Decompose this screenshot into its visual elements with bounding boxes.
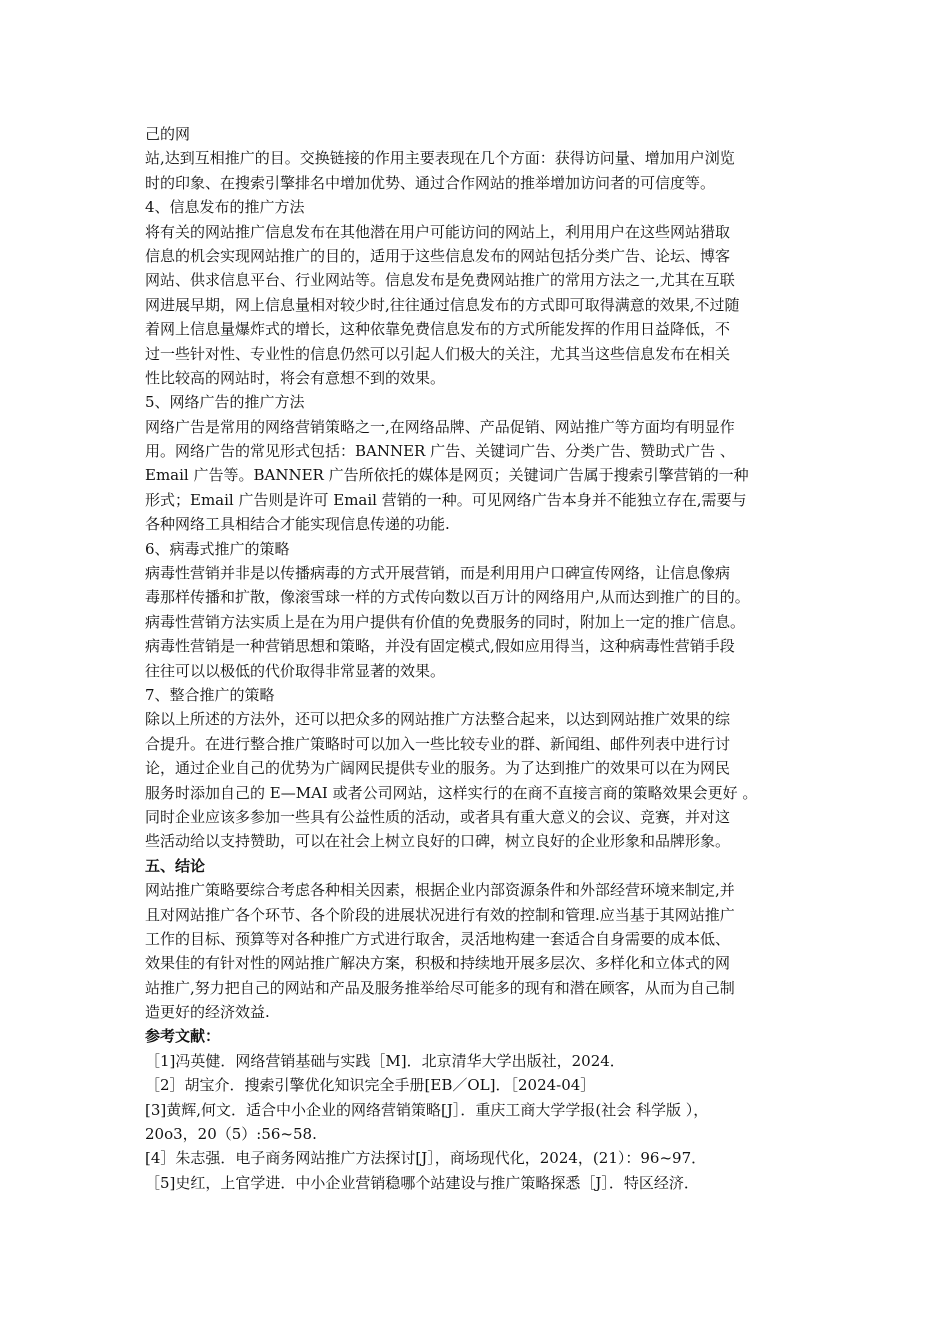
text-line: 4、信息发布的推广方法 <box>145 198 305 217</box>
text-line: 将有关的网站推广信息发布在其他潜在用户可能访问的网站上，利用用户在这些网站猎取 <box>145 222 731 241</box>
text-line: 站推广,努力把自己的网站和产品及服务推举给尽可能多的现有和潜在顾客，从而为自己制 <box>145 978 735 997</box>
text-line: 网站推广策略要综合考虑各种相关因素，根据企业内部资源条件和外部经营环境来制定,并 <box>145 881 735 900</box>
text-line: 过一些针对性、专业性的信息仍然可以引起人们极大的关注，尤其当这些信息发布在相关 <box>145 344 731 363</box>
section-heading: 五、结论 <box>145 856 206 875</box>
text-line: 工作的目标、预算等对各种推广方式进行取舍，灵活地构建一套适合自身需要的成本低、 <box>145 929 731 948</box>
text-line: 6、病毒式推广的策略 <box>145 539 290 558</box>
text-line: 除以上所述的方法外，还可以把众多的网站推广方法整合起来，以达到网站推广效果的综 <box>145 710 731 729</box>
text-line: 病毒性营销并非是以传播病毒的方式开展营销，而是利用用户口碑宣传网络，让信息像病 <box>145 564 731 583</box>
text-line: 信息的机会实现网站推广的目的，适用于这些信息发布的网站包括分类广告、论坛、博客 <box>145 246 731 265</box>
text-line: 站,达到互相推广的目。交换链接的作用主要表现在几个方面：获得访问量、增加用户浏览 <box>145 149 735 168</box>
text-line: 合提升。在进行整合推广策略时可以加入一些比较专业的群、新闻组、邮件列表中进行讨 <box>145 734 731 753</box>
text-line: 同时企业应该多参加一些具有公益性质的活动，或者具有重大意义的会议、竞赛，并对这 <box>145 807 731 826</box>
text-line: 己的网 <box>145 125 191 143</box>
text-line: 7、整合推广的策略 <box>145 685 275 704</box>
text-line: 着网上信息量爆炸式的增长，这种依靠免费信息发布的方式所能发挥的作用日益降低，不 <box>145 320 731 339</box>
text-line: 毒那样传播和扩散，像滚雪球一样的方式传向数以百万计的网络用户,从而达到推广的目的。 <box>145 588 750 607</box>
text-line: 服务时添加自己的 E—MAI 或者公司网站，这样实行的在商不直接言商的策略效果会更好 。 <box>145 783 758 802</box>
text-line: 形式；Email 广告则是许可 Email 营销的一种。可见网络广告本身并不能独立存在,需要与 <box>145 490 747 509</box>
text-line: ［1]冯英健．网络营销基础与实践［M]．北京清华大学出版社，2024． <box>145 1051 625 1070</box>
text-line: 各种网络工具相结合才能实现信息传递的功能. <box>145 515 450 534</box>
text-line: 网进展早期，网上信息量相对较少时,往往通过信息发布的方式即可取得满意的效果,不过随 <box>145 295 740 314</box>
text-line: 病毒性营销是一种营销思想和策略，并没有固定模式,假如应用得当，这种病毒性营销手段 <box>145 637 735 656</box>
document-page <box>145 122 813 1195</box>
text-line: 论，通过企业自己的优势为广阔网民提供专业的服务。为了达到推广的效果可以在为网民 <box>145 759 731 778</box>
text-line: [3]黄辉,何文．适合中小企业的网络营销策略[J］．重庆工商大学学报(社会 科学版 ）， <box>145 1100 709 1119</box>
text-line: 5、网络广告的推广方法 <box>145 393 305 412</box>
text-line: 些活动给以支持赞助，可以在社会上树立良好的口碑，树立良好的企业形象和品牌形象。 <box>145 832 731 851</box>
text-line: 往往可以以极低的代价取得非常显著的效果。 <box>145 661 446 680</box>
text-line: 且对网站推广各个环节、各个阶段的进展状况进行有效的控制和管理.应当基于其网站推广 <box>145 905 735 924</box>
text-line: 造更好的经济效益. <box>145 1003 270 1022</box>
text-line: 20o3，20（5）:56~58. <box>145 1125 317 1144</box>
text-line: 效果佳的有针对性的网站推广解决方案，积极和持续地开展多层次、多样化和立体式的网 <box>145 954 731 973</box>
text-line: [4］朱志强．电子商务网站推广方法探讨[J］，商场现代化，2024，(21）：96~97． <box>145 1149 707 1168</box>
text-line: 用。网络广告的常见形式包括：BANNER 广告、关键词广告、分类广告、赞助式广告 、 <box>145 442 735 461</box>
text-line: 病毒性营销方法实质上是在为用户提供有价值的免费服务的同时，附加上一定的推广信息。 <box>145 612 746 631</box>
text-line: ［2］胡宝介．搜索引擎优化知识完全手册[EB／OL]．［2024-04］ <box>145 1076 596 1095</box>
section-heading: 参考文献： <box>145 1027 221 1046</box>
text-line: ［5]史红，上官学进．中小企业营销稳哪个站建设与推广策略探悉［J］．特区经济． <box>145 1173 699 1192</box>
text-line: Email 广告等。BANNER 广告所依托的媒体是网页；关键词广告属于搜索引擎营销的一种 <box>145 466 749 485</box>
text-line: 时的印象、在搜索引擎排名中增加优势、通过合作网站的推举增加访问者的可信度等。 <box>145 173 716 192</box>
text-line: 网站、供求信息平台、行业网站等。信息发布是免费网站推广的常用方法之一,尤其在互联 <box>145 271 735 290</box>
text-line: 网络广告是常用的网络营销策略之一,在网络品牌、产品促销、网站推广等方面均有明显作 <box>145 417 735 436</box>
text-line: 性比较高的网站时，将会有意想不到的效果。 <box>145 368 446 387</box>
